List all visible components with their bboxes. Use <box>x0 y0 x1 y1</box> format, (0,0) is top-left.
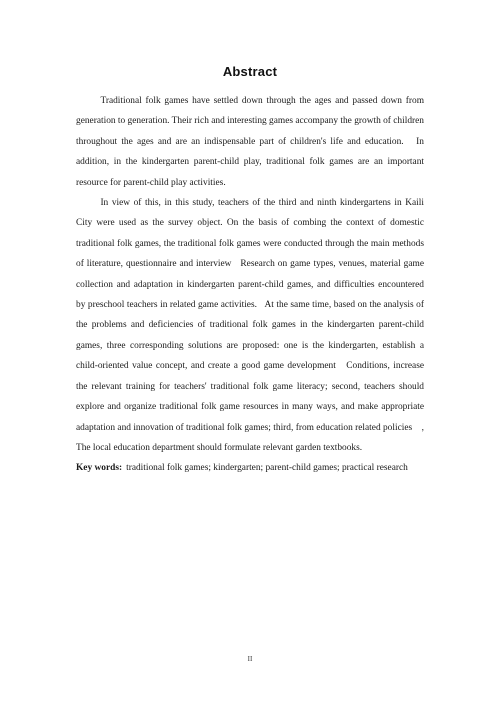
keywords-text: traditional folk games; kindergarten; parent-child games; practical research <box>126 463 408 474</box>
page-title: Abstract <box>222 64 278 79</box>
keywords-label: Key words: <box>76 463 123 474</box>
page-number: II <box>247 655 253 663</box>
abstract-body <box>76 91 424 479</box>
keywords-line <box>76 458 424 478</box>
abstract-paragraph-2: In view of this, in this study, teachers of the third and ninth kindergartens in Kaili City were used as the survey object. On the basis of combing the context of domestic traditional folk games, the traditional folk games were conducted through the main methods of literature, questionnaire and interview Research on game types, venues, material game collection and adaptation in kindergarten parent-child games, and difficulties encountered by preschool teachers in related game activities. At the same time, based on the analysis of the problems and deficiencies of traditional folk games in the kindergarten parent-child games, three corresponding solutions are proposed: one is the kindergarten, establish a child-oriented value concept, and create a good game development Conditions, increase the relevant training for teachers' traditional folk game literacy; second, teachers should explore and organize traditional folk game resources in many ways, and make appropriate adaptation and innovation of traditional folk games; third, from education related policies , The local education department should formulate relevant garden textbooks. <box>76 198 424 453</box>
abstract-paragraph-1: Traditional folk games have settled down through the ages and passed down from generation to generation. Their rich and interesting games accompany the growth of children throughout the ages and are an indispensable part of children's life and education. In addition, in the kindergarten parent-child play, traditional folk games are an important resource for parent-child play activities. <box>76 96 424 188</box>
